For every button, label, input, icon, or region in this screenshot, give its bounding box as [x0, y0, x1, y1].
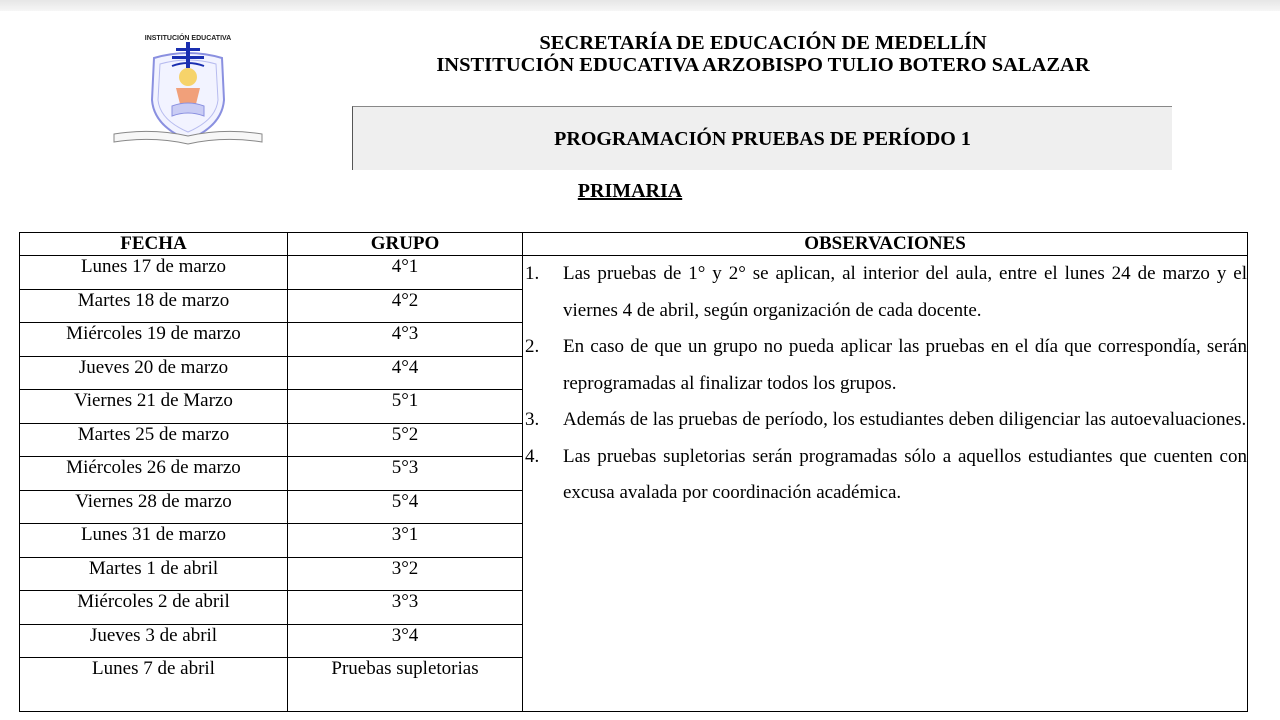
svg-text:INSTITUCIÓN EDUCATIVA: INSTITUCIÓN EDUCATIVA: [144, 35, 232, 42]
observations-cell: [523, 256, 1248, 712]
date-cell: Lunes 17 de marzo: [20, 256, 288, 290]
group-column-header: GRUPO: [288, 233, 523, 256]
group-cell: 3°3: [288, 591, 523, 625]
schedule-table: [19, 232, 1248, 712]
observation-item: 1. Las pruebas de 1° y 2° se aplican, al interior del aula, entre el lunes 24 de marzo y el viernes 4 de abril, según organización de cada docente.: [525, 263, 1247, 321]
group-cell: 4°4: [288, 356, 523, 390]
date-cell: Jueves 3 de abril: [20, 624, 288, 658]
date-cell: Viernes 28 de marzo: [20, 490, 288, 524]
date-cell: Miércoles 2 de abril: [20, 591, 288, 625]
date-cell: Martes 18 de marzo: [20, 289, 288, 323]
group-cell: 5°1: [288, 390, 523, 424]
date-cell: Miércoles 26 de marzo: [20, 457, 288, 491]
table-row: [20, 256, 1248, 290]
group-cell: 5°2: [288, 423, 523, 457]
header-line-1: SECRETARÍA DE EDUCACIÓN DE MEDELLÍN: [539, 32, 987, 54]
group-cell: Pruebas supletorias: [288, 658, 523, 712]
group-cell: 4°3: [288, 323, 523, 357]
header-line-2: INSTITUCIÓN EDUCATIVA ARZOBISPO TULIO BOTERO SALAZAR: [436, 54, 1090, 76]
section-title: PRIMARIA: [577, 180, 683, 202]
date-cell: Jueves 20 de marzo: [20, 356, 288, 390]
date-cell: Viernes 21 de Marzo: [20, 390, 288, 424]
observations-list: [523, 256, 1247, 512]
group-cell: 5°4: [288, 490, 523, 524]
group-cell: 4°2: [288, 289, 523, 323]
date-cell: Martes 25 de marzo: [20, 423, 288, 457]
observation-item: 4. Las pruebas supletorias serán programadas sólo a aquellos estudiantes que cuenten con excusa avalada por coordinación académica.: [525, 445, 1247, 503]
table-header-row: [20, 233, 1248, 256]
date-cell: Lunes 31 de marzo: [20, 524, 288, 558]
group-cell: 5°3: [288, 457, 523, 491]
date-column-header: FECHA: [20, 233, 288, 256]
observations-column-header: OBSERVACIONES: [523, 233, 1248, 256]
date-cell: Miércoles 19 de marzo: [20, 323, 288, 357]
window-top-bar: [0, 0, 1280, 11]
institution-logo: [112, 30, 276, 152]
date-cell: Lunes 7 de abril: [20, 658, 288, 712]
institution-header: [352, 32, 1174, 76]
group-cell: 3°4: [288, 624, 523, 658]
group-cell: 4°1: [288, 256, 523, 290]
group-cell: 3°1: [288, 524, 523, 558]
document-title: PROGRAMACIÓN PRUEBAS DE PERÍODO 1: [352, 106, 1172, 170]
date-cell: Martes 1 de abril: [20, 557, 288, 591]
observation-item: 2. En caso de que un grupo no pueda aplicar las pruebas en el día que correspondía, serán reprogramadas al finalizar todos los grupos.: [525, 336, 1247, 394]
observation-item: 3. Además de las pruebas de período, los estudiantes deben diligenciar las autoevaluaciones.: [525, 409, 1247, 430]
group-cell: 3°2: [288, 557, 523, 591]
